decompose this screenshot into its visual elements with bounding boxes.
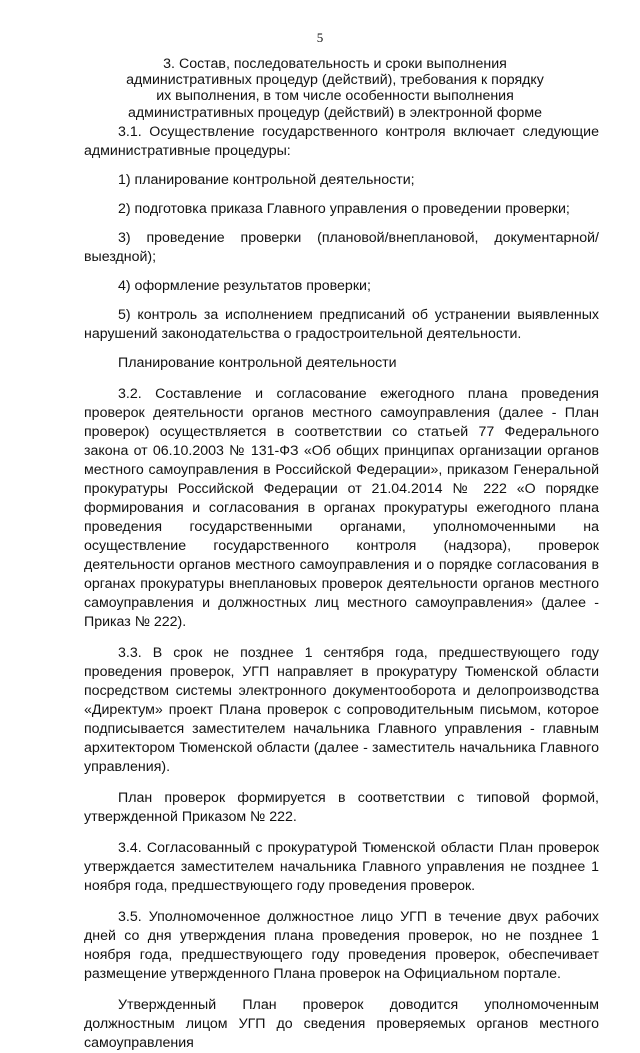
- paragraph-3-1: 3.1. Осуществление государственного контроля включает следующие административные процедуры:: [84, 124, 599, 159]
- paragraph-3-3: 3.3. В срок не позднее 1 сентября года, предшествующего году проведения проверок, УГП направляет в прокуратуру Тюменской области посредством системы электронного документооборота и делопроизводства «Директум» проект Плана проверок с сопроводительным письмом, которое подписывается заместителем начальника Главного управления - главным архитектором Тюменской области (далее - заместитель начальника Главного управления).: [84, 645, 599, 775]
- list-item-2: 2) подготовка приказа Главного управления о проведении проверки;: [118, 201, 570, 217]
- paragraph-approved-plan: Утвержденный План проверок доводится уполномоченным должностным лицом УГП до сведения проверяемых органов местного самоуправления: [84, 997, 599, 1051]
- section-title: [95, 56, 575, 121]
- page-number: 5: [316, 30, 324, 45]
- paragraph-3-2: 3.2. Составление и согласование ежегодного плана проведения проверок деятельности органов местного самоуправления (далее - План проверок) осуществляется в соответствии со статьей 77 Федерального закона от 06.10.2003 № 131-ФЗ «Об общих принципах организации органов местного самоуправления в Российской Федерации», приказом Генеральной прокуратуры Российской Федерации от 21.04.2014 № 222 «О порядке формирования и согласования в органах прокуратуры ежегодного плана проведения государственными органами, уполномоченными на осуществление государственного контроля (надзора), проверок деятельности органов местного самоуправления и о порядке согласования в органах прокуратуры внеплановых проверок деятельности органов местного самоуправления и должностных лиц местного самоуправления» (далее - Приказ № 222).: [84, 386, 599, 630]
- paragraph-3-4: 3.4. Согласованный с прокуратурой Тюменской области План проверок утверждается заместителем начальника Главного управления не позднее 1 ноября года, предшествующего году проведения проверок.: [84, 840, 599, 894]
- list-item-5: 5) контроль за исполнением предписаний об устранении выявленных нарушений законодательства о градостроительной деятельности.: [84, 307, 599, 342]
- paragraph-plan-form: План проверок формируется в соответствии с типовой формой, утвержденной Приказом № 222.: [84, 790, 599, 825]
- paragraph-3-5: 3.5. Уполномоченное должностное лицо УГП в течение двух рабочих дней со дня утверждения плана проведения проверок, но не позднее 1 ноября года, предшествующего году проведения проверок, обеспечивает размещение утвержденного Плана проверок на Официальном портале.: [84, 909, 599, 982]
- subheading-planning: Планирование контрольной деятельности: [118, 355, 397, 371]
- section-title-line: 3. Состав, последовательность и сроки выполнения: [163, 56, 507, 72]
- section-title-line: административных процедур (действий) в электронной форме: [128, 104, 542, 121]
- list-item-1: 1) планирование контрольной деятельности;: [118, 172, 415, 188]
- list-item-4: 4) оформление результатов проверки;: [118, 278, 371, 294]
- document-body: [84, 123, 599, 1053]
- section-title-line: административных процедур (действий), требования к порядку: [126, 72, 544, 89]
- section-title-line: их выполнения, в том числе особенности выполнения: [156, 88, 514, 105]
- list-item-3: 3) проведение проверки (плановой/внеплановой, документарной/ выездной);: [84, 230, 599, 265]
